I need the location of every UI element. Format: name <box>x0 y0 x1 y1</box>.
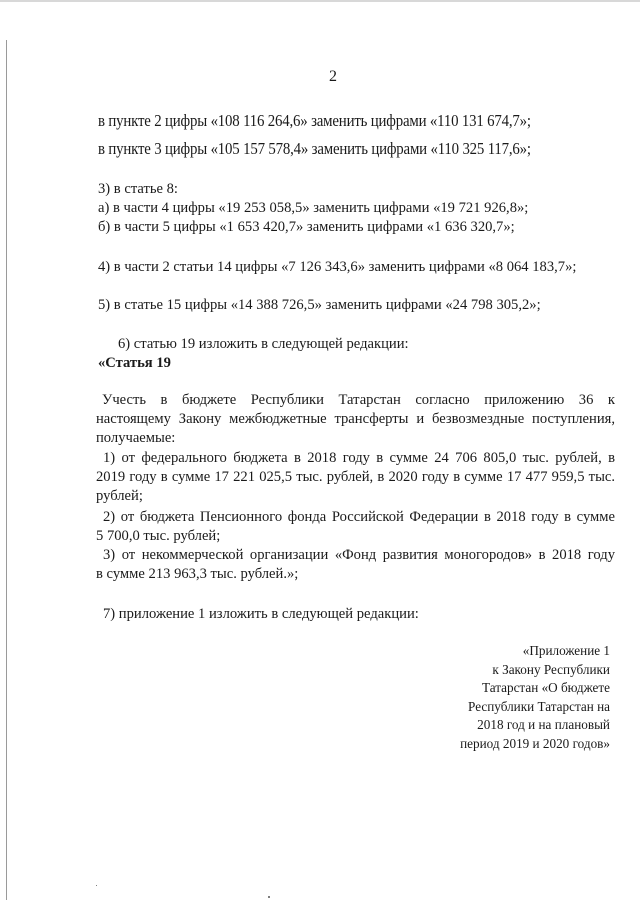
article-19-para-line-3: получаемые: <box>96 430 176 446</box>
appendix-header-line-6: период 2019 и 2020 годов» <box>460 735 610 751</box>
amend-point-2: в пункте 2 цифры «108 116 264,6» заменить цифрами «110 131 674,7»; <box>98 111 531 130</box>
item-1-line-2: 2019 году в сумме 17 221 025,5 тыс. рублей, в 2020 году в сумме 17 477 959,5 тыс. <box>96 469 615 485</box>
article-15-amendment: 5) в статье 15 цифры «14 388 726,5» заменить цифрами «24 798 305,2»; <box>98 297 541 313</box>
appendix-header-line-4: Республики Татарстан на <box>468 698 610 714</box>
item-1-line-3: рублей; <box>96 488 143 504</box>
article-19-para-line-1: Учесть в бюджете Республики Татарстан согласно приложению 36 к <box>102 392 615 408</box>
item-2-line-1: 2) от бюджета Пенсионного фонда Российской Федерации в 2018 году в сумме <box>103 509 615 525</box>
page-number: 2 <box>329 68 337 85</box>
article-19-title: «Статья 19 <box>98 355 171 371</box>
amend-point-3: в пункте 3 цифры «105 157 578,4» заменить цифрами «110 325 117,6»; <box>98 139 531 158</box>
article-8-part-b: б) в части 5 цифры «1 653 420,7» заменить цифрами «1 636 320,7»; <box>98 219 515 235</box>
item-3-line-1: 3) от некоммерческой организации «Фонд развития моногородов» в 2018 году <box>103 547 615 563</box>
item-1-line-1: 1) от федерального бюджета в 2018 году в сумме 24 706 805,0 тыс. рублей, в <box>103 450 615 466</box>
appendix-header-line-2: к Закону Республики <box>492 661 610 677</box>
appendix-header-line-3: Татарстан «О бюджете <box>481 680 610 695</box>
article-19-intro: 6) статью 19 изложить в следующей редакции: <box>118 336 409 352</box>
appendix-header <box>460 642 610 753</box>
appendix-1-intro: 7) приложение 1 изложить в следующей редакции: <box>103 606 419 622</box>
appendix-header-line-5: 2018 год и на плановый <box>477 717 610 732</box>
article-14-amendment: 4) в части 2 статьи 14 цифры «7 126 343,6» заменить цифрами «8 064 183,7»; <box>98 259 577 275</box>
scan-speck <box>268 896 270 898</box>
appendix-header-line-1: «Приложение 1 <box>522 643 610 658</box>
item-2-line-2: 5 700,0 тыс. рублей; <box>96 528 221 544</box>
article-19-para-line-2: настоящему Закону межбюджетные трансферты и безвозмездные поступления, <box>96 411 615 427</box>
item-3-line-2: в сумме 213 963,3 тыс. рублей.»; <box>96 566 299 582</box>
article-8-part-a: а) в части 4 цифры «19 253 058,5» заменить цифрами «19 721 926,8»; <box>98 200 529 216</box>
scan-edge-left <box>6 40 7 900</box>
scan-edge-top <box>0 0 640 2</box>
article-8-heading: 3) в статье 8: <box>98 181 178 197</box>
scan-speck <box>96 885 97 886</box>
